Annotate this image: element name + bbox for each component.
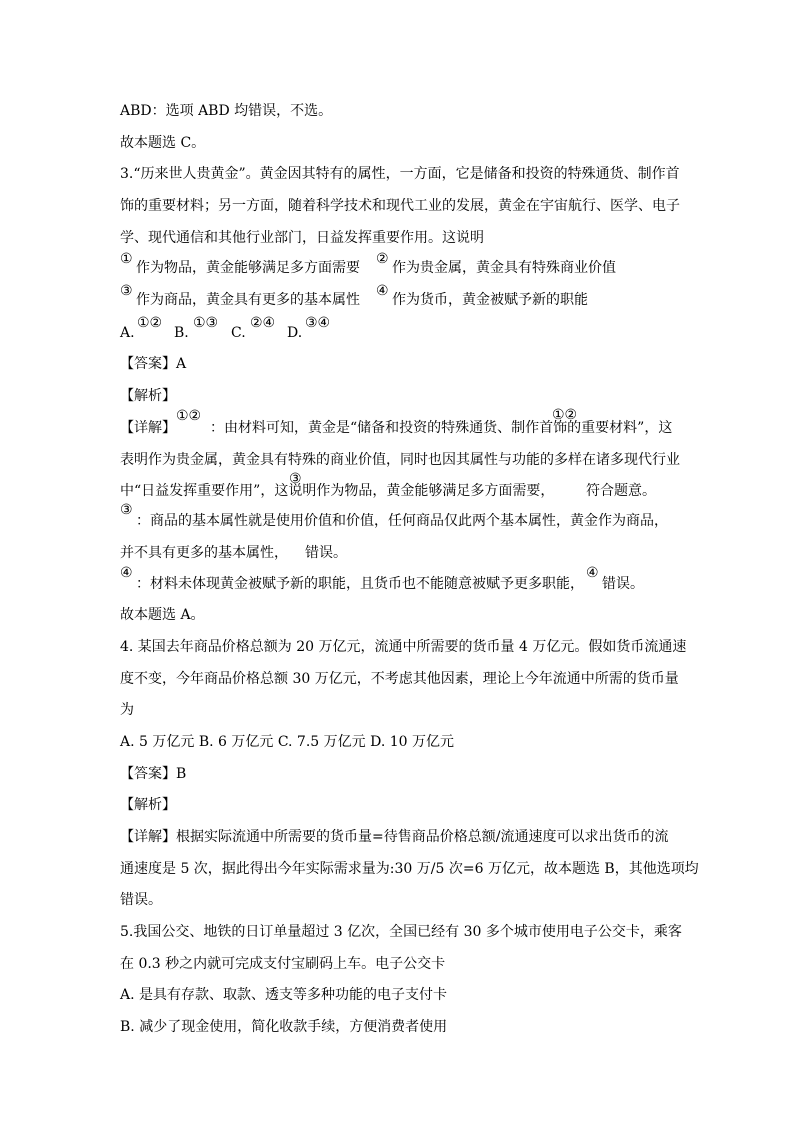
question-4-options: A. 5 万亿元 B. 6 万亿元 C. 7.5 万亿元 D. 10 万亿元 (120, 734, 454, 750)
option-a: A. 是具有存款、取款、透支等多种功能的电子支付卡 (120, 987, 448, 1003)
answer-line: 【答案】B (120, 766, 187, 782)
circled-number: ④ (376, 283, 389, 299)
text-line: 学、现代通信和其他行业部门，日益发挥重要作用。这说明 (120, 230, 484, 246)
text-line: ：商品的基本属性就是使用价值和价值，任何商品仅此两个基本属性，黄金作为商品， (136, 513, 668, 529)
text-line: 错误。 (120, 892, 162, 908)
analysis-heading: 【解析】 (120, 797, 176, 813)
circled-number: ①② (176, 408, 202, 424)
circled-number: ② (376, 251, 389, 267)
option-b-label: B. (174, 325, 189, 341)
statement-1: 作为物品，黄金能够满足多方面需要 (136, 260, 360, 276)
circled-number: ③ (120, 283, 133, 299)
option-a-label: A. (120, 325, 135, 341)
circled-overlay: ③ (289, 471, 302, 487)
option-d-value: ③④ (305, 315, 331, 331)
option-a-value: ①② (137, 315, 163, 331)
detail-text: 【详解】根据实际流通中所需要的货币量=待售商品价格总额/流通速度可以求出货币的流 (120, 829, 669, 845)
option-b-value: ①③ (193, 315, 219, 331)
answer-line: 【答案】A (120, 356, 187, 372)
option-c-value: ②④ (250, 315, 276, 331)
option-c-label: C. (231, 325, 246, 341)
statement-3: 作为商品，黄金具有更多的基本属性 (136, 292, 360, 308)
statement-4: 作为货币，黄金被赋予新的职能 (392, 292, 588, 308)
circled-number: ③ (120, 502, 133, 518)
text-line: ：材料未体现黄金被赋予新的职能，且货币也不能随意被赋予更多职能， (136, 576, 584, 592)
text-line: 通速度是 5 次，据此得出今年实际需求量为:30 万/5 次=6 万亿元，故本题选 B，其他选项均 (120, 861, 699, 877)
text-line: 并不具有更多的基本属性， (120, 545, 288, 561)
text-line: 表明作为贵金属，黄金具有特殊的商业价值，同时也因其属性与功能的多样在诸多现代行业 (120, 452, 680, 468)
option-d-label: D. (287, 325, 303, 341)
detail-text: ：由材料可知，黄金是“储备和投资的特殊通货、制作首饰的重要材料”，这 (210, 420, 673, 436)
text-line: 饰的重要材料；另一方面，随着科学技术和现代工业的发展，黄金在宇宙航行、医学、电子 (120, 198, 680, 214)
analysis-heading: 【解析】 (120, 388, 176, 404)
text-line: 度不变，今年商品价格总额 30 万亿元，不考虑其他因素，理论上今年流通中所需的货币量 (120, 671, 679, 687)
text-line: 故本题选 A。 (120, 607, 205, 623)
text-line: ABD：选项 ABD 均错误，不选。 (120, 103, 333, 119)
text-line: 为 (120, 702, 134, 718)
circled-overlay: ①② (552, 407, 578, 423)
text-line: 错误。 (602, 576, 644, 592)
statement-2: 作为贵金属，黄金具有特殊商业价值 (392, 260, 616, 276)
question-3-stem: 3.“历来世人贵黄金”。黄金因其特有的属性，一方面，它是储备和投资的特殊通货、制作首 (120, 166, 680, 182)
question-5-stem: 5.我国公交、地铁的日订单量超过 3 亿次，全国已经有 30 多个城市使用电子公交卡，乘客 (120, 924, 682, 940)
text-line: 符合题意。 (586, 483, 656, 499)
question-4-stem: 4. 某国去年商品价格总额为 20 万亿元，流通中所需要的货币量 4 万亿元。假如货币流通速 (120, 639, 687, 655)
text-line: 错误。 (305, 545, 347, 561)
circled-number: ① (120, 251, 133, 267)
text-line: 故本题选 C。 (120, 135, 206, 151)
option-b: B. 减少了现金使用，简化收款手续，方便消费者使用 (120, 1019, 448, 1035)
detail-heading: 【详解】 (120, 420, 176, 436)
circled-number: ④ (586, 565, 599, 581)
text-line: 在 0.3 秒之内就可完成支付宝刷码上车。电子公交卡 (120, 956, 446, 972)
circled-number: ④ (120, 565, 133, 581)
text-line: 中“日益发挥重要作用”，这说明作为物品，黄金能够满足多方面需要， (120, 483, 555, 499)
